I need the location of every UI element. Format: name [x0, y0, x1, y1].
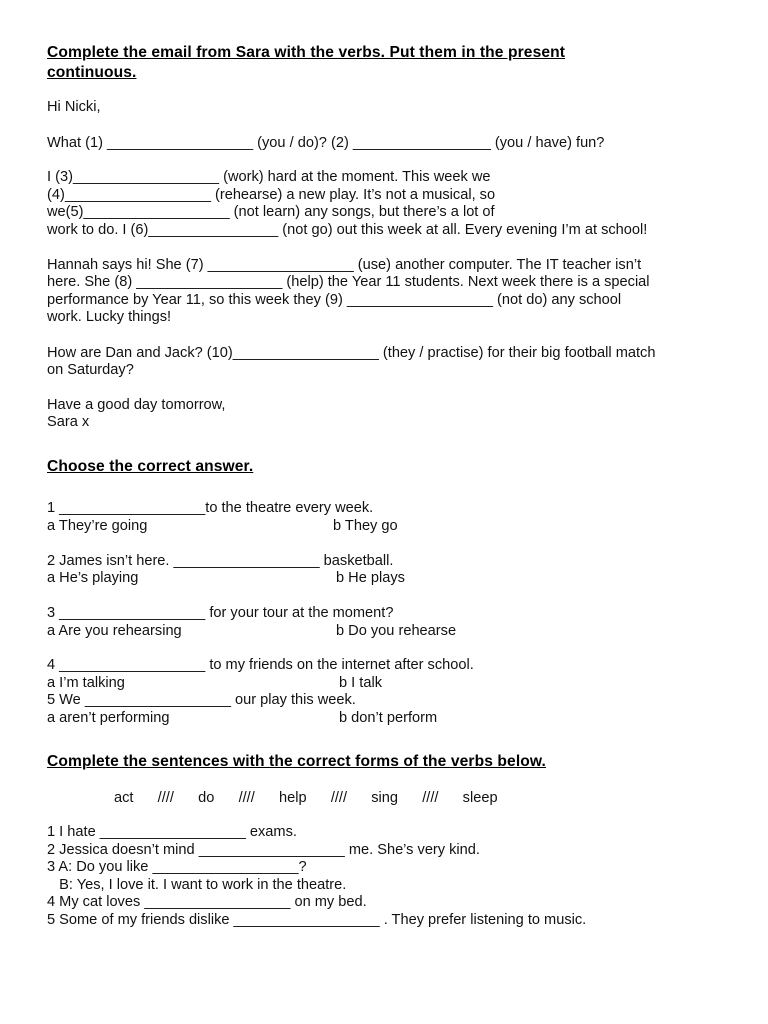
email-line: work to do. I (6)________________ (not go) out this week at all. Every evening I’m at school! [47, 222, 648, 238]
complete-heading: Complete the sentences with the correct forms of the verbs below. [47, 753, 546, 770]
email-line: What (1) __________________ (you / do)? (2) _________________ (you / have) fun? [47, 135, 605, 151]
choose-option-b: b He plays [336, 570, 405, 586]
email-line: (4)__________________ (rehearse) a new play. It’s not a musical, so [47, 187, 496, 203]
email-heading-line2: continuous. [47, 64, 137, 81]
choose-option-a: a They’re going [47, 518, 148, 534]
complete-line: 3 A: Do you like __________________? [47, 859, 307, 875]
email-line: work. Lucky things! [47, 309, 172, 325]
complete-line: 2 Jessica doesn’t mind __________________ me. She’s very kind. [47, 842, 480, 858]
complete-line: 5 Some of my friends dislike __________________ . They prefer listening to music. [47, 912, 587, 928]
choose-question: 3 __________________ for your tour at the moment? [47, 605, 394, 621]
verb-box: act //// do //// help //// sing //// sleep [114, 790, 498, 806]
choose-question: 2 James isn’t here. __________________ basketball. [47, 553, 394, 569]
choose-option-a: a Are you rehearsing [47, 623, 182, 639]
choose-option-a: a I’m talking [47, 675, 125, 691]
choose-question: 4 __________________ to my friends on the internet after school. [47, 657, 474, 673]
choose-heading: Choose the correct answer. [47, 458, 254, 475]
complete-line: 4 My cat loves __________________ on my bed. [47, 894, 367, 910]
choose-question: 1 __________________to the theatre every week. [47, 500, 374, 516]
choose-question: 5 We __________________ our play this week. [47, 692, 356, 708]
email-heading-line1: Complete the email from Sara with the verbs. Put them in the present [47, 44, 566, 61]
choose-option-b: b don’t perform [339, 710, 438, 726]
choose-option-a: a He’s playing [47, 570, 139, 586]
email-line: I (3)__________________ (work) hard at the moment. This week we [47, 169, 491, 185]
complete-line: 1 I hate __________________ exams. [47, 824, 297, 840]
email-line: How are Dan and Jack? (10)__________________ (they / practise) for their big football match [47, 345, 656, 361]
email-signoff: Have a good day tomorrow, [47, 397, 226, 413]
email-signature: Sara x [47, 414, 90, 430]
email-line: here. She (8) __________________ (help) the Year 11 students. Next week there is a special [47, 274, 650, 290]
email-line: we(5)__________________ (not learn) any songs, but there’s a lot of [47, 204, 495, 220]
choose-option-a: a aren’t performing [47, 710, 170, 726]
choose-option-b: b They go [333, 518, 398, 534]
choose-option-b: b I talk [339, 675, 382, 691]
email-line: Hannah says hi! She (7) __________________ (use) another computer. The IT teacher isn’t [47, 257, 642, 273]
email-line: on Saturday? [47, 362, 134, 378]
choose-option-b: b Do you rehearse [336, 623, 457, 639]
email-greeting: Hi Nicki, [47, 99, 101, 115]
complete-line: B: Yes, I love it. I want to work in the theatre. [47, 877, 347, 893]
email-line: performance by Year 11, so this week they (9) __________________ (not do) any school [47, 292, 622, 308]
